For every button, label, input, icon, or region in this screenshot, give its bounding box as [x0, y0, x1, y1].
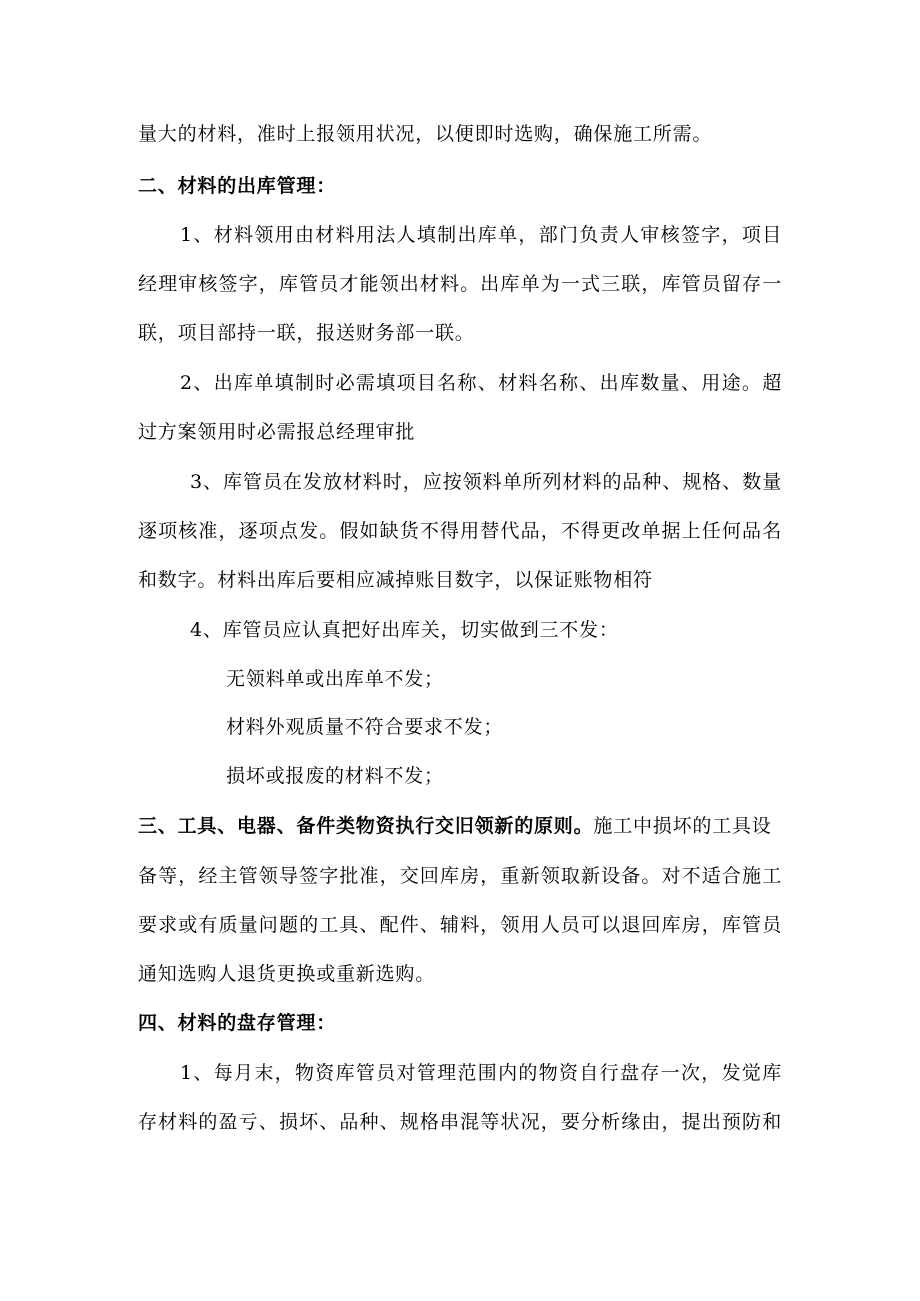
paragraph-line: 1、每月末，物资库管员对管理范围内的物资自行盘存一次，发觉库	[180, 1062, 782, 1084]
paragraph-line: 联，项目部持一联，报送财务部一联。	[138, 322, 475, 344]
section-heading-4: 四、材料的盘存管理：	[138, 1012, 337, 1034]
paragraph-line: 2、出库单填制时必需填项目名称、材料名称、出库数量、用途。超	[180, 372, 782, 394]
paragraph-line: 逐项核准，逐项点发。假如缺货不得用替代品，不得更改单据上任何品名	[138, 520, 782, 542]
section-3-line	[138, 813, 788, 839]
list-item: 无领料单或出库单不发；	[226, 668, 444, 690]
section-heading-2: 二、材料的出库管理：	[138, 175, 337, 197]
paragraph-line: 过方案领用时必需报总经理审批	[138, 421, 416, 443]
list-item: 材料外观质量不符合要求不发；	[226, 716, 504, 738]
paragraph-line: 1、材料领用由材料用法人填制出库单，部门负责人审核签字，项目	[180, 224, 782, 246]
paragraph-line: 3、库管员在发放材料时，应按领料单所列材料的品种、规格、数量	[190, 471, 782, 493]
paragraph-text: 施工中损坏的工具设	[593, 815, 772, 837]
paragraph-line: 通知选购人退货更换或重新选购。	[138, 963, 436, 985]
list-item: 损坏或报废的材料不发；	[226, 765, 444, 787]
paragraph-line: 备等，经主管领导签字批准，交回库房，重新领取新设备。对不适合施工	[138, 865, 782, 887]
paragraph-line: 存材料的盈亏、损坏、品种、规格串混等状况，要分析缘由，提出预防和	[138, 1111, 782, 1133]
paragraph-line: 经理审核签字，库管员才能领出材料。出库单为一式三联，库管员留存一	[138, 273, 782, 295]
paragraph-line: 量大的材料，准时上报领用状况，以便即时选购，确保施工所需。	[138, 123, 713, 145]
paragraph-line: 要求或有质量问题的工具、配件、辅料，领用人员可以退回库房，库管员	[138, 914, 782, 936]
paragraph-line: 和数字。材料出库后要相应减掉账目数字，以保证账物相符	[138, 569, 653, 591]
section-heading-3: 三、工具、电器、备件类物资执行交旧领新的原则。	[138, 815, 594, 837]
paragraph-line: 4、库管员应认真把好出库关，切实做到三不发：	[190, 619, 619, 641]
